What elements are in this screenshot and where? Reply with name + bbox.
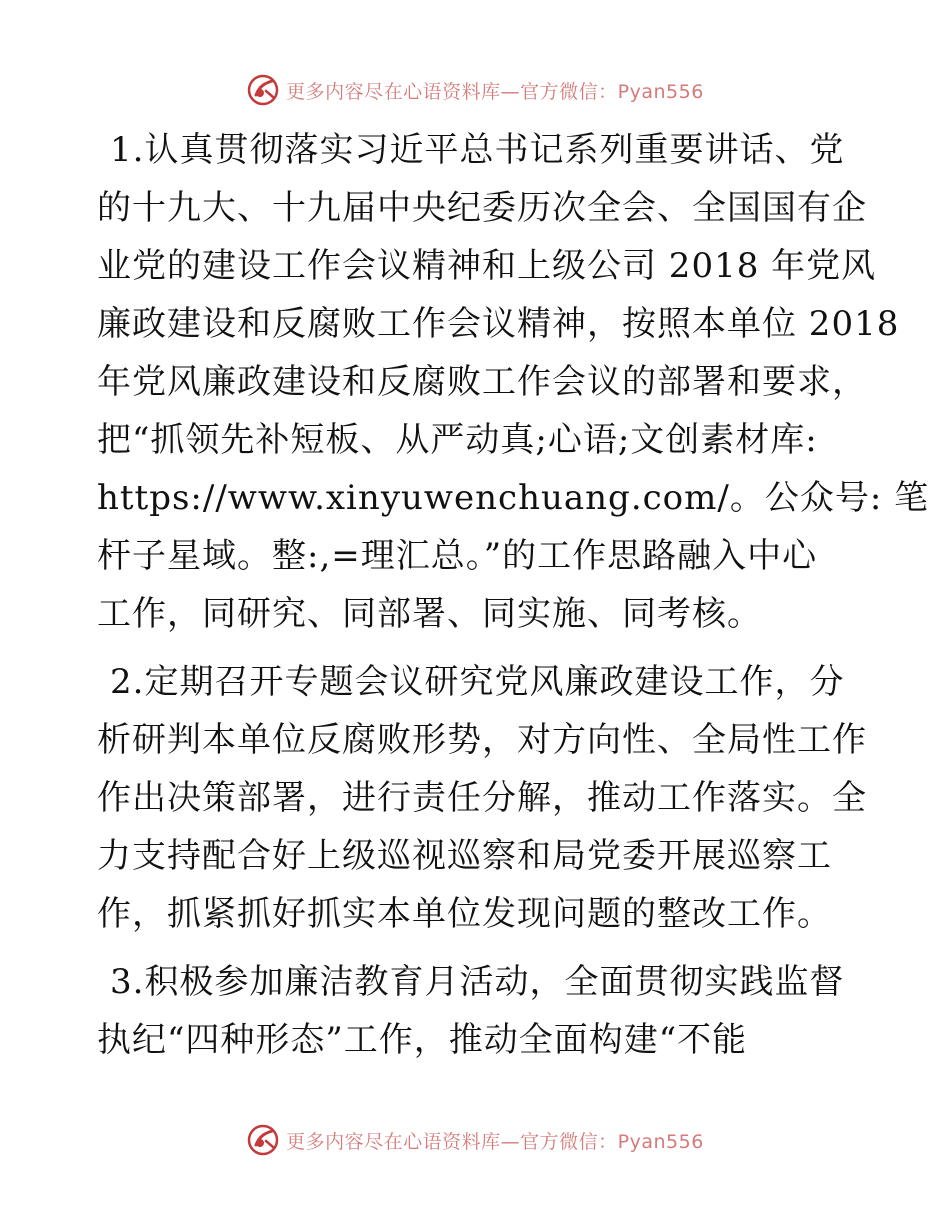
header-watermark-text: 更多内容尽在心语资料库—官方微信：Pyan556 [286, 80, 704, 103]
document-body [97, 121, 930, 1079]
text-line: 业党的建设工作会议精神和上级公司 2018 年党风 [97, 246, 877, 286]
text-line: 作出决策部署，进行责任分解，推动工作落实。全 [97, 778, 867, 818]
text-line: 年党风廉政建设和反腐败工作会议的部署和要求， [97, 362, 867, 402]
text-line: 2.定期召开专题会议研究党风廉政建设工作，分 [110, 662, 845, 702]
paragraph-3 [97, 953, 867, 1069]
text-line: 析研判本单位反腐败形势，对方向性、全局性工作 [97, 720, 867, 760]
paragraph-1 [97, 121, 930, 643]
text-line: 1.认真贯彻落实习近平总书记系列重要讲话、党 [110, 130, 845, 170]
text-line: 廉政建设和反腐败工作会议精神，按照本单位 2018 [97, 304, 900, 344]
text-line: 力支持配合好上级巡视巡察和局党委开展巡察工 [97, 836, 832, 876]
brand-logo-icon [246, 73, 280, 107]
text-line: 杆子星域。整:,=理汇总。”的工作思路融入中心 [97, 536, 818, 576]
text-line: 工作，同研究、同部署、同实施、同考核。 [97, 594, 762, 634]
text-line: 3.积极参加廉洁教育月活动，全面贯彻实践监督 [110, 962, 845, 1002]
text-line: 把“抓领先补短板、从严动真;心语;文创素材库: [97, 420, 818, 460]
footer-watermark [0, 1122, 950, 1158]
brand-logo-icon [246, 1123, 280, 1157]
text-line: https://www.xinyuwenchuang.com/。公众号: 笔 [97, 478, 930, 518]
header-watermark [0, 72, 950, 108]
text-line: 的十九大、十九届中央纪委历次全会、全国国有企 [97, 188, 867, 228]
text-line: 作，抓紧抓好抓实本单位发现问题的整改工作。 [97, 894, 832, 934]
text-line: 执纪“四种形态”工作，推动全面构建“不能 [97, 1020, 748, 1060]
paragraph-2 [97, 653, 867, 943]
footer-watermark-text: 更多内容尽在心语资料库—官方微信：Pyan556 [286, 1130, 704, 1153]
